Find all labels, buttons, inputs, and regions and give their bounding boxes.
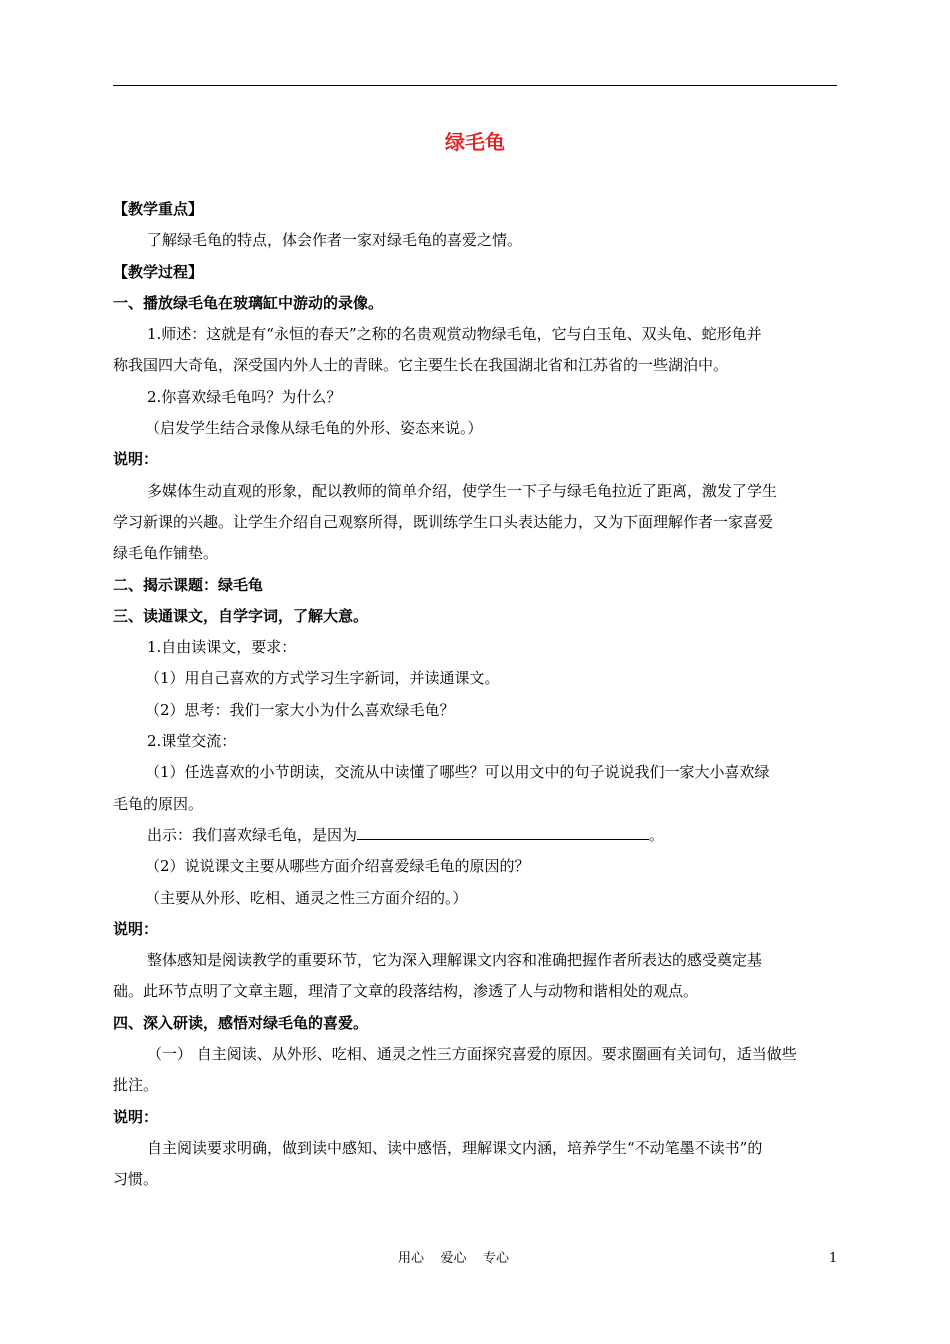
section-4-line-1: （一） 自主阅读、从外形、吃相、通灵之性三方面探究喜爱的原因。要求圈画有关词句，适当做些 (147, 1045, 797, 1064)
note-3-label: 说明： (113, 1107, 159, 1126)
note-1-line-3: 绿毛龟作铺垫。 (113, 544, 219, 563)
section-3-heading: 三、读通课文，自学字词，了解大意。 (113, 606, 369, 625)
section-3-line-4: 2.课堂交流： (147, 732, 237, 751)
fill-in-prefix: 出示：我们喜欢绿毛龟，是因为 (147, 825, 358, 844)
section-3-line-1: 1.自由读课文，要求： (147, 638, 297, 657)
document-title: 绿毛龟 (445, 130, 505, 154)
section-3-line-5: （1）任选喜欢的小节朗读，交流从中读懂了哪些？可以用文中的句子说说我们一家大小喜欢绿 (145, 763, 770, 782)
note-2-line-1: 整体感知是阅读教学的重要环节，它为深入理解课文内容和准确把握作者所表达的感受奠定基 (147, 951, 763, 970)
footer-motto: 用心 爱心 专心 (398, 1251, 510, 1266)
note-2-line-2: 础。此环节点明了文章主题，理清了文章的段落结构，渗透了人与动物和谐相处的观点。 (113, 982, 699, 1001)
section-1-line-4: （启发学生结合录像从绿毛龟的外形、姿态来说。） (145, 419, 483, 438)
note-1-line-2: 学习新课的兴趣。让学生介绍自己观察所得，既训练学生口头表达能力，又为下面理解作者一家喜爱 (113, 512, 774, 531)
section-3-line-3: （2）思考：我们一家大小为什么喜欢绿毛龟？ (145, 700, 455, 719)
document-body (113, 194, 837, 1196)
section-3-line-6: 毛龟的原因。 (113, 794, 204, 813)
section-2-heading: 二、揭示课题：绿毛龟 (113, 575, 264, 594)
section-3-line-2: （1）用自己喜欢的方式学习生字新词，并读通课文。 (145, 669, 500, 688)
note-1-label: 说明： (113, 450, 159, 469)
fill-in-blank (357, 823, 649, 840)
page-number: 1 (829, 1251, 838, 1266)
section-3-fill-in-line (113, 820, 837, 851)
section-4-heading: 四、深入研读，感悟对绿毛龟的喜爱。 (113, 1013, 369, 1032)
section-3-line-9: （主要从外形、吃相、通灵之性三方面介绍的。） (145, 888, 468, 907)
process-heading: 【教学过程】 (113, 262, 204, 281)
focus-heading: 【教学重点】 (113, 200, 204, 218)
section-1-line-3: 2.你喜欢绿毛龟吗？为什么？ (147, 387, 342, 406)
note-1-line-1: 多媒体生动直观的形象，配以教师的简单介绍，使学生一下子与绿毛龟拉近了距离，激发了学生 (147, 481, 778, 500)
note-3-line-2: 习惯。 (113, 1170, 159, 1189)
section-4-line-2: 批注。 (113, 1076, 159, 1095)
section-1-heading: 一、播放绿毛龟在玻璃缸中游动的录像。 (113, 293, 384, 312)
section-3-line-8: （2）说说课文主要从哪些方面介绍喜爱绿毛龟的原因的？ (145, 857, 530, 876)
note-3-line-1: 自主阅读要求明确，做到读中感知、读中感悟，理解课文内涵，培养学生“不动笔墨不读书”的 (147, 1138, 763, 1157)
note-2-label: 说明： (113, 919, 159, 938)
section-1-line-1: 1.师述：这就是有“永恒的春天”之称的名贵观赏动物绿毛龟，它与白玉龟、双头龟、蛇形龟并 (147, 325, 762, 344)
section-1-line-2: 称我国四大奇龟，深受国内外人士的青睐。它主要生长在我国湖北省和江苏省的一些湖泊中。 (113, 356, 729, 375)
focus-text: 了解绿毛龟的特点，体会作者一家对绿毛龟的喜爱之情。 (147, 231, 523, 250)
header-rule (113, 85, 837, 86)
fill-in-suffix: 。 (649, 825, 665, 844)
